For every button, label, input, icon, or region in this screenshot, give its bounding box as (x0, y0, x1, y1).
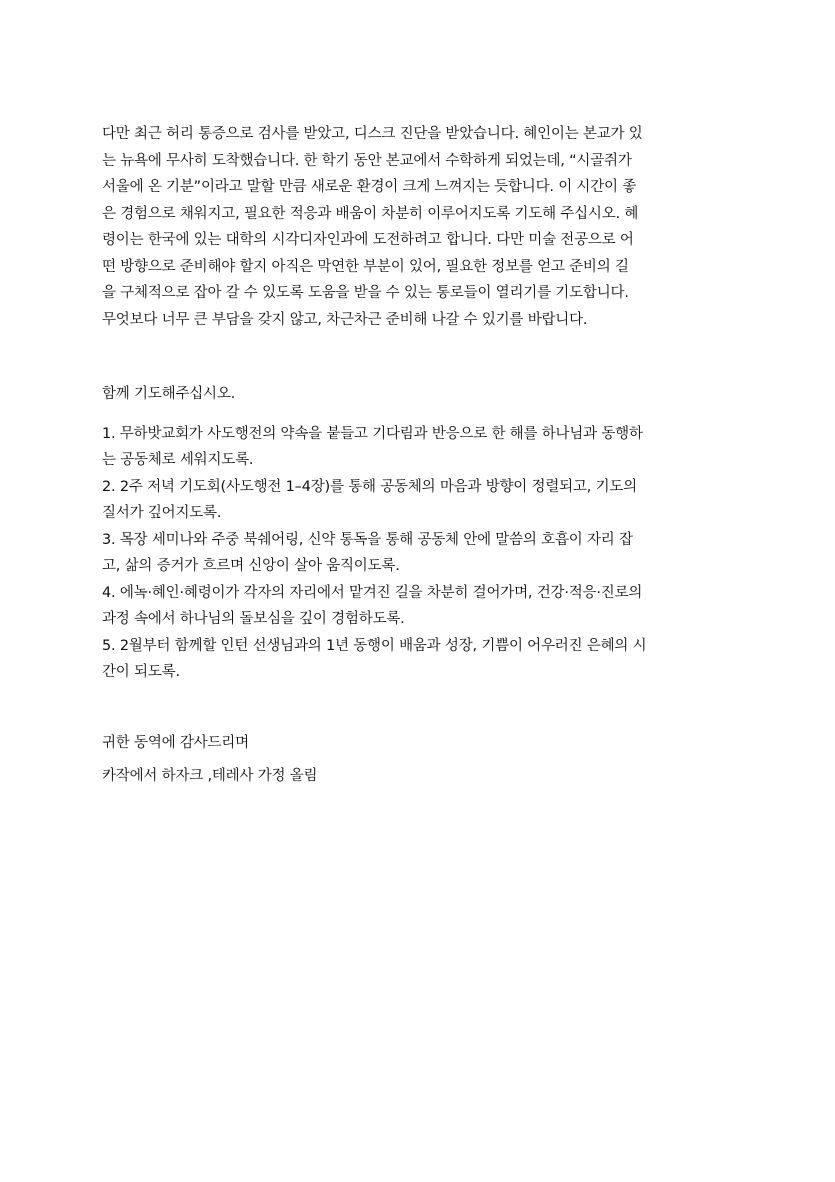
prayer-item-3-line-1: 3. 목장 세미나와 주중 북쉐어링, 신약 통독을 통해 공동체 안에 말씀의 호흡이 자리 잡 (102, 532, 633, 548)
closing-text: 귀한 동역에 감사드리며 (102, 735, 249, 751)
prayer-item-5-line-1: 5. 2월부터 함께할 인턴 선생님과의 1년 동행이 배움과 성장, 기쁨이 어우러진 은혜의 시 (102, 638, 647, 654)
paragraph-line: 는 뉴욕에 무사히 도착했습니다. 한 학기 동안 본교에서 수학하게 되었는데, “시골쥐가 (102, 153, 632, 169)
paragraph-line: 무엇보다 너무 큰 부담을 갖지 않고, 차근차근 준비해 나갈 수 있기를 바랍니다. (102, 312, 588, 328)
paragraph-line: 을 구체적으로 잡아 갈 수 있도록 도움을 받을 수 있는 통로들이 열리기를 기도합니다. (102, 285, 629, 301)
prayer-item-4-line-2: 과정 속에서 하나님의 돌보심을 깊이 경험하도록. (102, 611, 405, 627)
prayer-item-2-line-2: 질서가 깊어지도록. (102, 505, 222, 521)
prayer-item-4-line-1: 4. 에녹·혜인·혜령이가 각자의 자리에서 맡겨진 길을 차분히 걸어가며, 건강·적응·진로의 (102, 585, 643, 601)
paragraph-line: 은 경험으로 채워지고, 필요한 적응과 배움이 차분히 이루어지도록 기도해 주십시오. 혜 (102, 206, 639, 222)
prayer-item-1-line-1: 1. 무하밧교회가 사도행전의 약속을 붙들고 기다림과 반응으로 한 해를 하나님과 동행하 (102, 426, 643, 442)
prayer-item-1-line-2: 는 공동체로 세워지도록. (102, 452, 254, 468)
paragraph-line: 서울에 온 기분”이라고 말할 만큼 새로운 환경이 크게 느껴지는 듯합니다. 이 시간이 좋 (102, 179, 637, 195)
prayer-heading: 함께 기도해주십시오. (102, 386, 236, 402)
signature-text: 카작에서 하자크 ,테레사 가정 올림 (102, 768, 318, 784)
prayer-item-2-line-1: 2. 2주 저녁 기도회(사도행전 1–4장)를 통해 공동체의 마음과 방향이 정렬되고, 기도의 (102, 479, 637, 495)
paragraph-line: 령이는 한국에 있는 대학의 시각디자인과에 도전하려고 합니다. 다만 미술 전공으로 어 (102, 232, 634, 248)
prayer-item-3-line-2: 고, 삶의 증거가 흐르며 신앙이 살아 움직이도록. (102, 558, 400, 574)
paragraph-line: 떤 방향으로 준비해야 할지 아직은 막연한 부분이 있어, 필요한 정보를 얻고 준비의 길 (102, 259, 629, 275)
paragraph-line: 다만 최근 허리 통증으로 검사를 받았고, 디스크 진단을 받았습니다. 혜인이는 본교가 있 (102, 126, 643, 142)
prayer-item-5-line-2: 간이 되도록. (102, 664, 180, 680)
